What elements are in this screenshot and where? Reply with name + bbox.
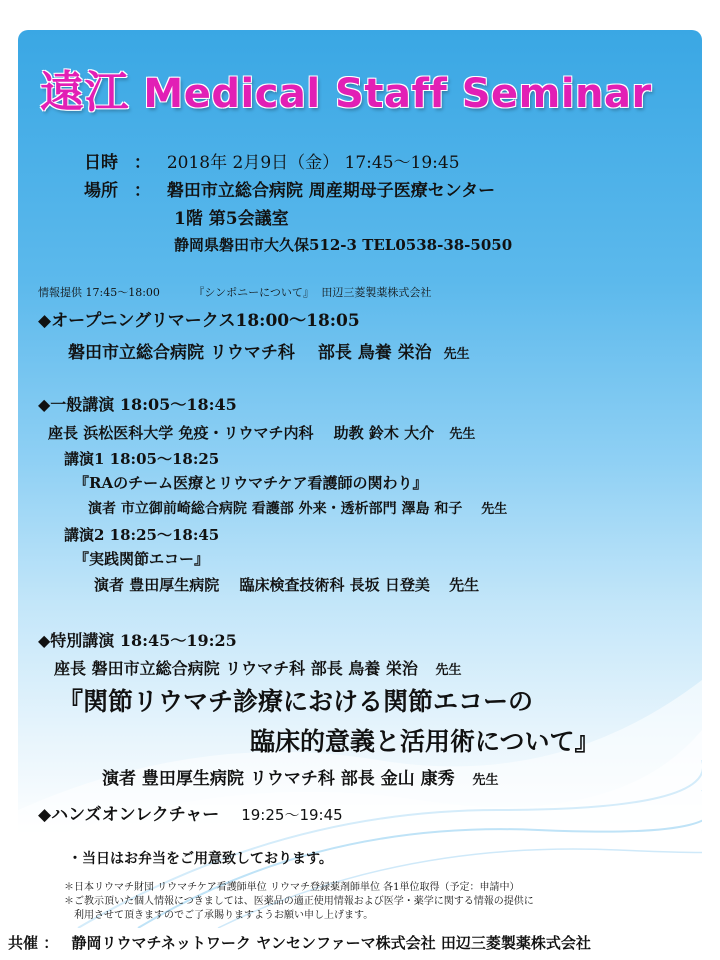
opening-honorific: 先生 xyxy=(443,347,470,362)
lecture2-label: 講演2 18:25～18:45 xyxy=(64,526,220,544)
privacy-note-2: 利用させて頂きますのでご了承賜りますようお願い申し上げます。 xyxy=(74,910,374,921)
special-speaker: 演者 豊田厚生病院 リウマチ科 部長 金山 康秀 xyxy=(102,769,455,789)
hands-on-row xyxy=(38,800,343,825)
lecture2-title: 『実践関節エコー』 xyxy=(74,550,210,568)
date-colon: ： xyxy=(133,153,151,173)
lecture1-honorific: 先生 xyxy=(481,502,508,517)
hands-on-heading: ◆ハンズオンレクチャー xyxy=(38,805,220,825)
place-label: 場所 xyxy=(84,181,118,201)
address: 静岡県磐田市大久保512-3 TEL0538-38-5050 xyxy=(174,236,513,254)
date-label: 日時 xyxy=(84,153,118,173)
special-chair-honorific: 先生 xyxy=(435,663,462,678)
lecture2-speaker-row xyxy=(94,574,479,595)
opening-speaker: 磐田市立総合病院 リウマチ科 部長 鳥養 栄治 xyxy=(68,343,432,363)
lecture1-label: 講演1 18:05～18:25 xyxy=(64,450,220,468)
date-value: 2018年 2月9日（金） 17:45～19:45 xyxy=(166,153,460,173)
place-colon: ： xyxy=(133,181,151,201)
lecture2-honorific: 先生 xyxy=(449,576,480,594)
general-heading: ◆一般講演 18:05～18:45 xyxy=(38,395,237,414)
info-provision-label: 情報提供 17:45～18:00 xyxy=(38,286,160,299)
general-chair-honorific: 先生 xyxy=(449,427,476,442)
place-line2: 1階 第5会議室 xyxy=(174,209,289,229)
place-line1: 磐田市立総合病院 周産期母子医療センター xyxy=(166,181,496,201)
info-provision xyxy=(38,284,431,300)
seminar-flyer xyxy=(18,30,702,928)
general-chair-row xyxy=(48,422,475,443)
special-heading: ◆特別講演 18:45～19:25 xyxy=(38,631,237,650)
co-host-footer xyxy=(8,932,591,953)
hands-on-time: 19:25～19:45 xyxy=(241,806,343,824)
date-row xyxy=(84,148,460,173)
privacy-note-1: ＊ご教示頂いた個人情報につきましては、医薬品の適正使用情報および医学・薬学に関する情報の提供に xyxy=(64,896,534,907)
special-speaker-row xyxy=(102,764,499,789)
info-provision-company: 田辺三菱製薬株式会社 xyxy=(321,286,432,299)
special-speaker-honorific: 先生 xyxy=(472,773,499,788)
special-chair: 座長 磐田市立総合病院 リウマチ科 部長 鳥養 栄治 xyxy=(54,659,418,678)
lecture1-title: 『RAのチーム医療とリウマチケア看護師の関わり』 xyxy=(74,474,428,492)
lunch-note: ・当日はお弁当をご用意致しております。 xyxy=(68,851,333,867)
special-title-line1: 『関節リウマチ診療における関節エコーの xyxy=(58,687,534,716)
opening-heading: ◆オープニングリマークス18:00～18:05 xyxy=(38,311,360,331)
credit-note: ＊日本リウマチ財団 リウマチケア看護師単位 リウマチ登録薬剤師単位 各1単位取得（予定：申請中） xyxy=(64,882,520,893)
place-row xyxy=(84,176,495,201)
special-chair-row xyxy=(54,656,461,679)
lecture2-speaker: 演者 豊田厚生病院 臨床検査技術科 長坂 日登美 xyxy=(94,576,430,594)
co-host-orgs: 静岡リウマチネットワーク ヤンセンファーマ株式会社 田辺三菱製薬株式会社 xyxy=(71,934,591,952)
special-title-line2: 臨床的意義と活用術について』 xyxy=(250,727,600,756)
general-chair: 座長 浜松医科大学 免疫・リウマチ内科 助教 鈴木 大介 xyxy=(48,424,435,442)
seminar-title: 遠江 Medical Staff Seminar xyxy=(40,67,652,118)
opening-speaker-row xyxy=(68,338,470,363)
lecture1-speaker: 演者 市立御前崎総合病院 看護部 外来・透析部門 澤島 和子 xyxy=(88,501,463,517)
co-host-label: 共催 ： xyxy=(8,934,59,952)
lecture1-speaker-row xyxy=(88,498,507,518)
info-provision-topic: 『シンポニーについて』 xyxy=(193,286,314,299)
